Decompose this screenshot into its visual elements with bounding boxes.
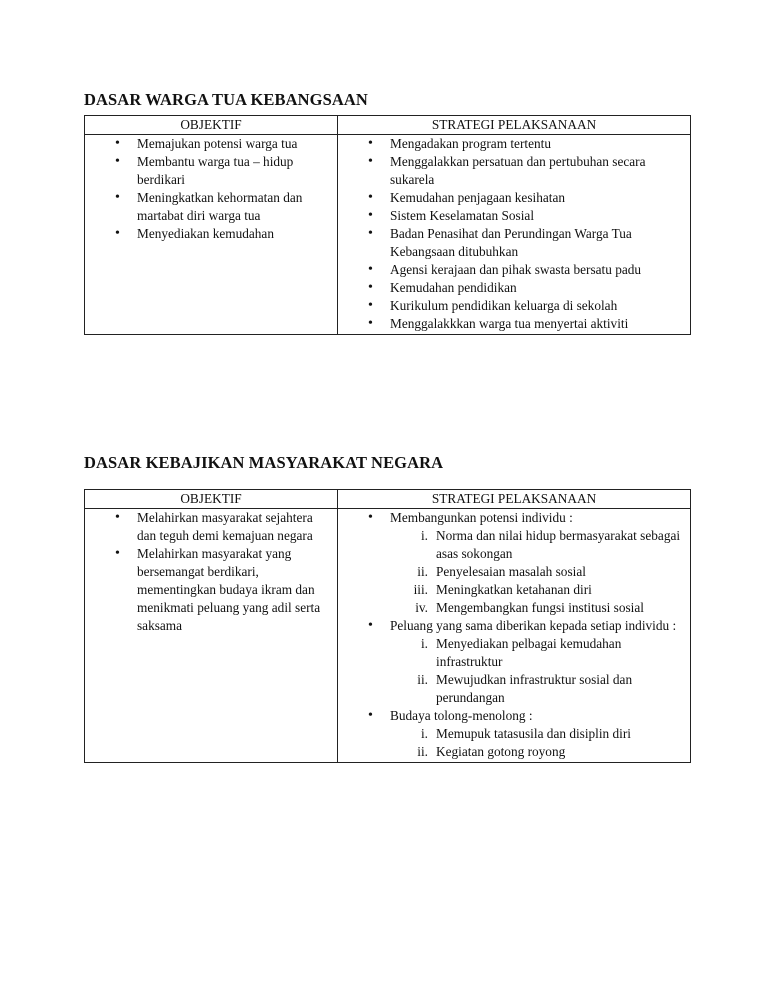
section-title: DASAR WARGA TUA KEBANGSAAN: [84, 90, 368, 109]
sub-list-item: [338, 527, 684, 563]
column-header-strategi: STRATEGI PELAKSANAAN: [338, 490, 691, 509]
sub-list-item: [338, 743, 684, 761]
list-item: • Membantu warga tua – hidup berdikari: [85, 153, 337, 189]
list-item: • Kemudahan pendidikan: [338, 279, 690, 297]
sub-list-item: [338, 563, 684, 581]
list-item: [338, 617, 690, 707]
list-item: [338, 707, 690, 761]
list-item: • Menggalakkan persatuan dan pertubuhan secara sukarela: [338, 153, 690, 189]
policy-table: [84, 115, 691, 335]
sub-item-text: Meningkatkan ketahanan diri: [436, 582, 592, 597]
list-item: • Melahirkan masyarakat yang bersemangat berdikari, mementingkan budaya ikram dan menikmati peluang yang adil serta saksama: [85, 545, 337, 635]
column-header-strategi: STRATEGI PELAKSANAAN: [338, 116, 691, 135]
strategi-cell: [338, 509, 691, 763]
sub-item-text: Penyelesaian masalah sosial: [436, 564, 586, 579]
sub-list-item: [338, 635, 684, 671]
sub-item-text: Memupuk tatasusila dan disiplin diri: [436, 726, 631, 741]
sub-list-item: [338, 671, 684, 707]
sub-item-number: ii.: [417, 744, 428, 759]
sub-item-text: Norma dan nilai hidup bermasyarakat sebagai asas sokongan: [436, 528, 681, 561]
policy-table: [84, 489, 691, 763]
column-header-objektif: OBJEKTIF: [85, 116, 338, 135]
sub-list: [390, 527, 684, 617]
strategy-label: Membangunkan potensi individu :: [390, 510, 573, 525]
strategy-label: Peluang yang sama diberikan kepada setiap individu :: [390, 618, 677, 633]
sub-item-text: Menyediakan pelbagai kemudahan infrastruktur: [436, 636, 622, 669]
list-item: • Sistem Keselamatan Sosial: [338, 207, 690, 225]
sub-list-item: [338, 599, 684, 617]
section-dasar-kebajikan: [84, 452, 690, 763]
list-item: • Badan Penasihat dan Perundingan Warga Tua Kebangsaan ditubuhkan: [338, 225, 690, 261]
sub-item-number: iii.: [413, 582, 428, 597]
sub-list-item: [338, 725, 684, 743]
objektif-cell: [85, 135, 338, 335]
list-item: • Melahirkan masyarakat sejahtera dan teguh demi kemajuan negara: [85, 509, 337, 545]
strategy-label: Budaya tolong-menolong :: [390, 708, 533, 723]
list-item: • Menyediakan kemudahan: [85, 225, 337, 243]
list-item: • Menggalakkkan warga tua menyertai aktiviti: [338, 315, 690, 333]
sub-item-number: iv.: [415, 600, 428, 615]
list-item: [338, 509, 690, 617]
section-dasar-warga-tua: [84, 89, 690, 335]
table-row: [85, 509, 691, 763]
sub-item-text: Mewujudkan infrastruktur sosial dan perundangan: [436, 672, 633, 705]
sub-item-number: i.: [420, 636, 428, 651]
objektif-list: [85, 135, 337, 244]
strategi-cell: [338, 135, 691, 335]
list-item: • Memajukan potensi warga tua: [85, 135, 337, 153]
list-item: • Meningkatkan kehormatan dan martabat diri warga tua: [85, 189, 337, 225]
sub-item-number: i.: [420, 528, 428, 543]
table-header-row: [85, 116, 691, 135]
objektif-cell: [85, 509, 338, 763]
sub-list-item: [338, 581, 684, 599]
section-title: DASAR KEBAJIKAN MASYARAKAT NEGARA: [84, 453, 444, 472]
table-row: [85, 135, 691, 335]
sub-item-number: ii.: [417, 672, 428, 687]
column-header-objektif: OBJEKTIF: [85, 490, 338, 509]
sub-item-number: i.: [420, 726, 428, 741]
list-item: • Kurikulum pendidikan keluarga di sekolah: [338, 297, 690, 315]
sub-list: [390, 635, 684, 707]
sub-item-text: Kegiatan gotong royong: [436, 744, 566, 759]
strategi-list: [338, 509, 690, 762]
table-header-row: [85, 490, 691, 509]
sub-list: [390, 725, 684, 761]
objektif-list: [85, 509, 337, 636]
list-item: • Mengadakan program tertentu: [338, 135, 690, 153]
list-item: • Kemudahan penjagaan kesihatan: [338, 189, 690, 207]
strategi-list: [338, 135, 690, 334]
sub-item-text: Mengembangkan fungsi institusi sosial: [436, 600, 644, 615]
list-item: • Agensi kerajaan dan pihak swasta bersatu padu: [338, 261, 690, 279]
sub-item-number: ii.: [417, 564, 428, 579]
